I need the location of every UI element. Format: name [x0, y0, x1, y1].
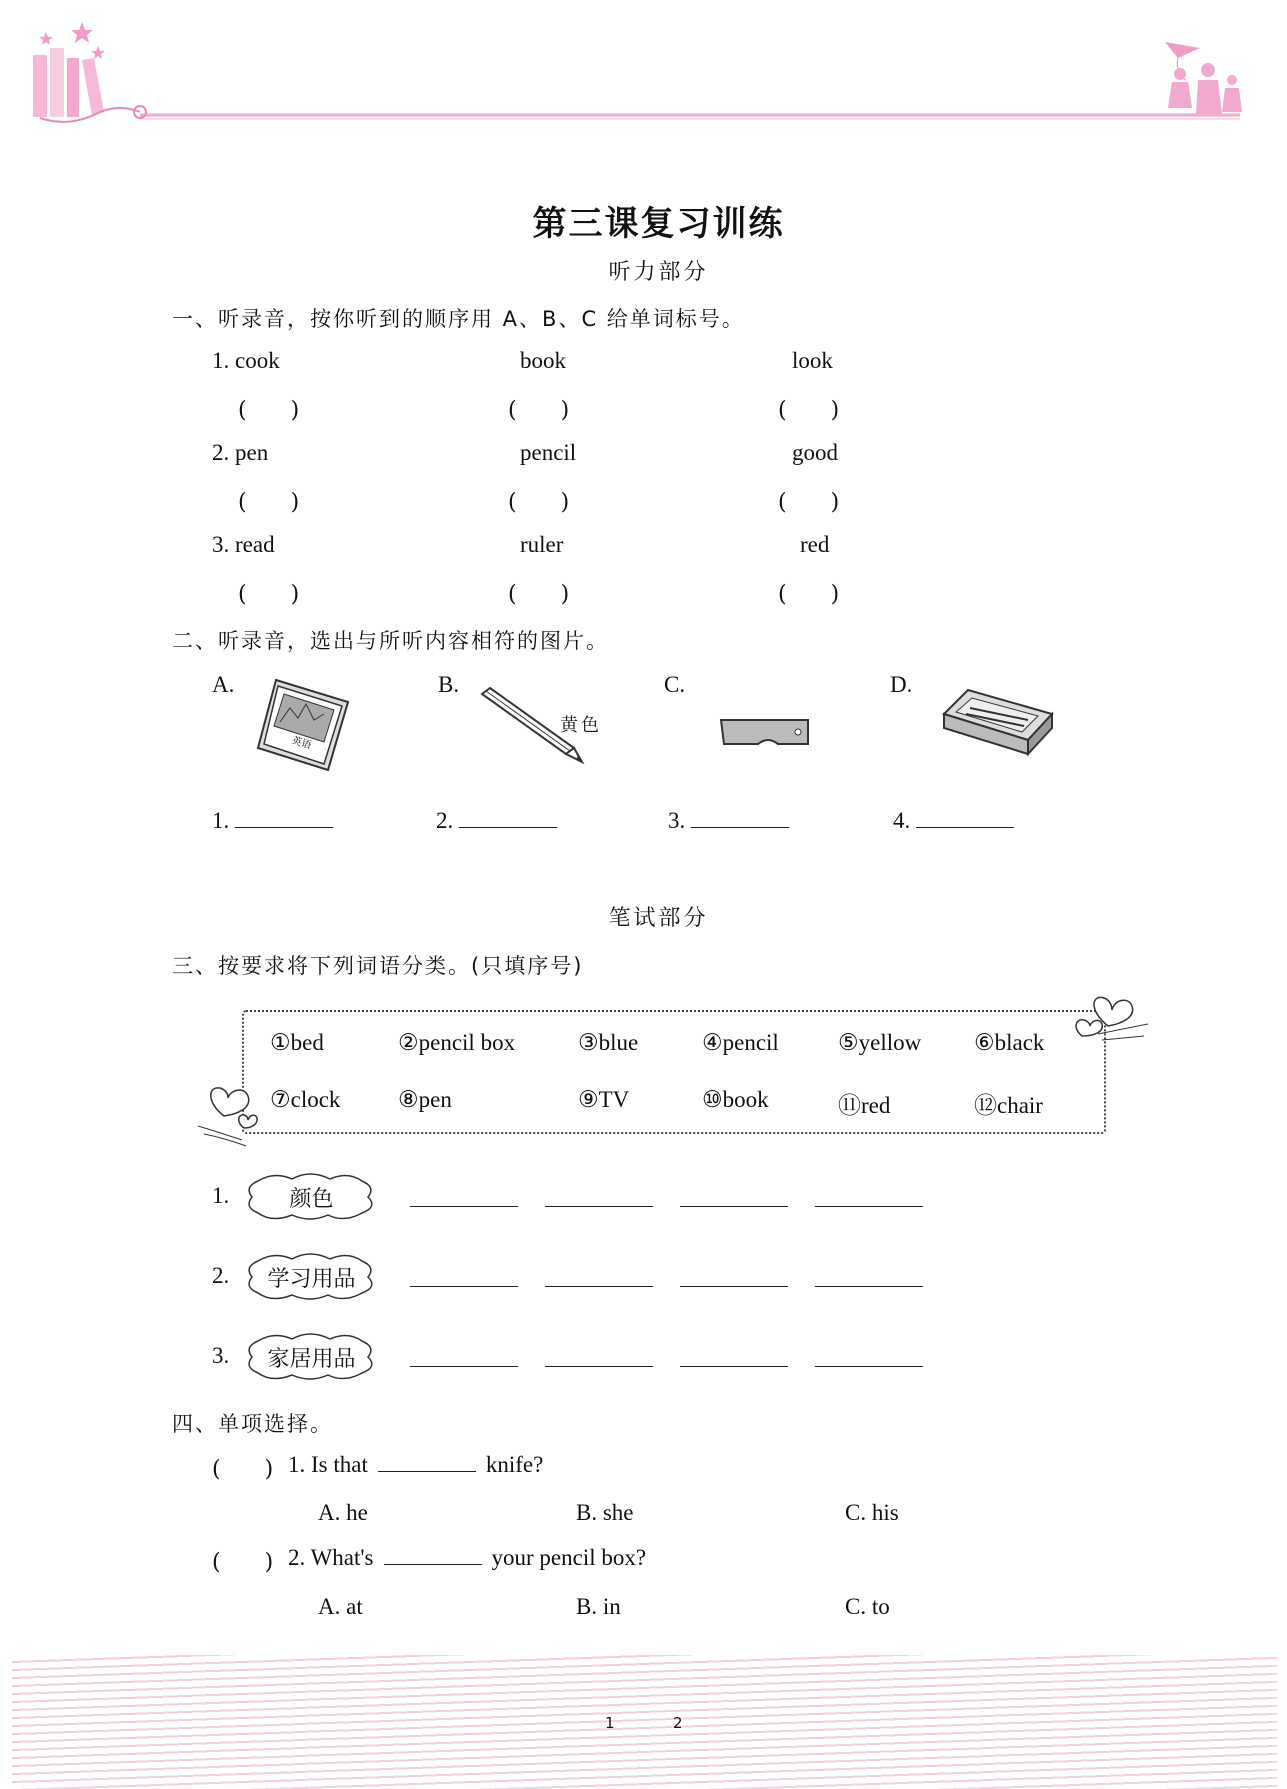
word-item: ⑪red	[838, 1093, 891, 1118]
word-item: ⑫chair	[974, 1093, 1043, 1118]
answer-number: 1.	[212, 808, 230, 833]
option[interactable]: C. to	[845, 1594, 890, 1619]
category-number: 3.	[212, 1343, 230, 1368]
answer-blank[interactable]	[410, 1366, 518, 1367]
listening-heading: 听力部分	[608, 260, 709, 285]
pencil-box-icon	[940, 684, 1056, 760]
word-item: ⑥black	[974, 1030, 1045, 1055]
category-label: 学习用品	[267, 1267, 356, 1292]
option-d-label: D.	[890, 672, 913, 697]
answer-paren[interactable]: ( )	[238, 490, 300, 515]
word: pencil	[520, 440, 577, 465]
answer-paren[interactable]: ( )	[508, 582, 570, 607]
answer-blank[interactable]	[680, 1366, 788, 1367]
writing-heading: 笔试部分	[608, 906, 709, 931]
category-label: 颜色	[289, 1187, 334, 1212]
row-number: 2.	[212, 440, 230, 465]
word: read	[235, 532, 275, 557]
section2-instruction: 二、听录音，选出与所听内容相符的图片。	[172, 629, 609, 653]
pencil-box-picture[interactable]	[940, 684, 1056, 760]
question-text: 2. What's	[288, 1545, 374, 1570]
page-number-left: 1	[605, 1714, 615, 1732]
answer-paren[interactable]: ( )	[508, 398, 570, 423]
answer-blank[interactable]	[916, 809, 1014, 828]
word-item: ⑨TV	[578, 1087, 630, 1112]
page-number-right: 2	[673, 1714, 683, 1732]
answer-blank[interactable]	[815, 1206, 923, 1207]
option[interactable]: B. she	[576, 1500, 634, 1525]
answer-blank[interactable]	[459, 809, 557, 828]
category-cloud	[244, 1253, 379, 1301]
answer-blank[interactable]	[545, 1286, 653, 1287]
pencil-color-label: 黄色	[560, 715, 602, 736]
word: look	[792, 348, 833, 373]
answer-paren[interactable]: ( )	[212, 1550, 274, 1575]
ruler-picture[interactable]	[718, 716, 812, 752]
question-text: your pencil box?	[491, 1545, 647, 1570]
answer-paren[interactable]: ( )	[778, 398, 840, 423]
word: pen	[235, 440, 269, 465]
word-item: ①bed	[270, 1030, 324, 1055]
answer-blank[interactable]	[235, 809, 333, 828]
answer-paren[interactable]: ( )	[238, 582, 300, 607]
answer-blank[interactable]	[691, 809, 789, 828]
answer-number: 4.	[893, 808, 911, 833]
section1-instruction: 一、听录音，按你听到的顺序用 A、B、C 给单词标号。	[172, 307, 745, 331]
category-number: 1.	[212, 1183, 230, 1208]
option[interactable]: C. his	[845, 1500, 899, 1525]
answer-number: 2.	[436, 808, 454, 833]
row-number: 3.	[212, 532, 230, 557]
option-a-label: A.	[212, 672, 235, 697]
section3-instruction: 三、按要求将下列词语分类。(只填序号)	[172, 954, 584, 978]
option[interactable]: B. in	[576, 1594, 621, 1619]
answer-blank[interactable]	[815, 1366, 923, 1367]
word-item: ⑤yellow	[838, 1030, 922, 1055]
answer-blank[interactable]	[545, 1366, 653, 1367]
answer-paren[interactable]: ( )	[778, 490, 840, 515]
word: ruler	[520, 532, 564, 557]
answer-blank[interactable]	[815, 1286, 923, 1287]
category-cloud	[244, 1333, 379, 1381]
header-decoration	[0, 0, 1287, 140]
book-picture[interactable]	[254, 672, 354, 772]
word-item: ⑩book	[702, 1087, 769, 1112]
ruler-icon	[718, 716, 812, 752]
answer-blank[interactable]	[410, 1206, 518, 1207]
category-number: 2.	[212, 1263, 230, 1288]
word: book	[520, 348, 566, 373]
question-text: 1. Is that	[288, 1452, 368, 1477]
option[interactable]: A. he	[318, 1500, 368, 1525]
answer-blank[interactable]	[378, 1453, 476, 1472]
book-icon	[254, 672, 354, 772]
answer-blank[interactable]	[545, 1206, 653, 1207]
word-item: ②pencil box	[398, 1030, 516, 1055]
answer-blank[interactable]	[410, 1286, 518, 1287]
word: good	[792, 440, 838, 465]
answer-blank[interactable]	[384, 1546, 482, 1565]
word-item: ⑧pen	[398, 1087, 452, 1112]
word-item: ④pencil	[702, 1030, 779, 1055]
answer-blank[interactable]	[680, 1286, 788, 1287]
answer-paren[interactable]: ( )	[238, 398, 300, 423]
word: red	[800, 532, 830, 557]
option-b-label: B.	[438, 672, 460, 697]
section4-instruction: 四、单项选择。	[172, 1412, 333, 1436]
hearts-decoration-icon	[194, 1080, 278, 1150]
book-label: 英语	[290, 735, 313, 752]
word-item: ③blue	[578, 1030, 639, 1055]
answer-paren[interactable]: ( )	[778, 582, 840, 607]
answer-number: 3.	[668, 808, 686, 833]
header-ornament-icon	[0, 0, 1287, 140]
page-title: 第三课复习训练	[532, 204, 785, 244]
question-text: knife?	[485, 1452, 544, 1477]
row-number: 1.	[212, 348, 230, 373]
answer-blank[interactable]	[680, 1206, 788, 1207]
pencil-picture[interactable]	[474, 684, 614, 774]
option[interactable]: A. at	[318, 1594, 363, 1619]
word: cook	[235, 348, 280, 373]
hearts-decoration-icon	[1068, 990, 1152, 1060]
category-cloud	[244, 1173, 379, 1221]
word-item: ⑦clock	[270, 1087, 341, 1112]
answer-paren[interactable]: ( )	[212, 1457, 274, 1482]
footer-band	[12, 1655, 1277, 1789]
answer-paren[interactable]: ( )	[508, 490, 570, 515]
category-label: 家居用品	[267, 1347, 356, 1372]
option-c-label: C.	[664, 672, 686, 697]
